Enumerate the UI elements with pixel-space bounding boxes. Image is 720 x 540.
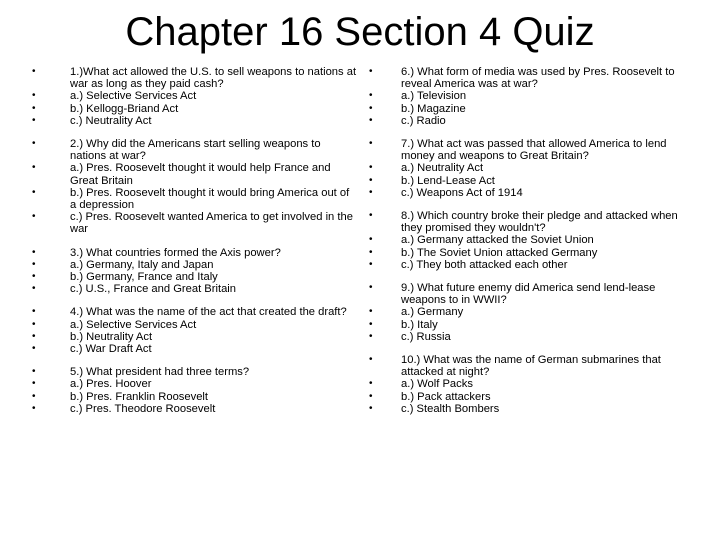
question-text: • 2.) Why did the Americans start selling weapons to nations at war? [32, 138, 321, 163]
answer-option: • a.) Selective Services Act [32, 318, 197, 331]
answer-option: • b.) Pack attackers [369, 390, 491, 403]
answer-option: • b.) Neutrality Act [32, 330, 153, 343]
bullet-icon: • [369, 186, 373, 198]
bullet-icon: • [32, 102, 36, 114]
bullet-icon: • [369, 318, 373, 330]
question-10 [363, 354, 693, 415]
answer-option: • b.) Germany, France and Italy [32, 271, 218, 284]
page-title: Chapter 16 Section 4 Quiz [125, 10, 595, 54]
bullet-icon: • [32, 378, 36, 390]
left-question-column [28, 66, 358, 426]
bullet-icon: • [32, 246, 36, 258]
bullet-icon: • [32, 318, 36, 330]
answer-option: • b.) Kellogg-Briand Act [32, 102, 179, 115]
question-5 [28, 366, 358, 415]
answer-option: • b.) Italy [369, 318, 438, 331]
right-question-column [363, 66, 693, 426]
question-text: • 7.) What act was passed that allowed America to lend money and weapons to Great Britain? [369, 138, 667, 163]
answer-option: • c.) Neutrality Act [32, 114, 152, 127]
answer-option: • b.) Lend-Lease Act [369, 174, 495, 187]
bullet-icon: • [32, 271, 36, 283]
question-text: • 8.) Which country broke their pledge and attacked when they promised they wouldn't? [369, 210, 678, 235]
bullet-icon: • [32, 390, 36, 402]
question-2 [28, 138, 358, 236]
answer-option: • a.) Neutrality Act [369, 162, 484, 175]
answer-option: • a.) Germany attacked the Soviet Union [369, 234, 594, 247]
answer-option: • a.) Television [369, 90, 467, 103]
question-text: • 3.) What countries formed the Axis power? [32, 246, 281, 259]
answer-option: • a.) Pres. Roosevelt thought it would help France and Great Britain [32, 162, 331, 187]
bullet-icon: • [369, 306, 373, 318]
bullet-icon: • [369, 246, 373, 258]
bullet-icon: • [32, 330, 36, 342]
bullet-icon: • [32, 114, 36, 126]
bullet-icon: • [32, 258, 36, 270]
question-6 [363, 66, 693, 127]
bullet-icon: • [32, 66, 36, 77]
bullet-icon: • [369, 90, 373, 102]
bullet-icon: • [369, 66, 373, 77]
bullet-icon: • [32, 366, 36, 378]
answer-option: • c.) They both attacked each other [369, 258, 568, 271]
bullet-icon: • [369, 114, 373, 126]
bullet-icon: • [369, 282, 373, 294]
question-9 [363, 282, 693, 343]
bullet-icon: • [32, 402, 36, 414]
question-text: • 5.) What president had three terms? [32, 366, 250, 379]
bullet-icon: • [369, 378, 373, 390]
answer-option: • a.) Pres. Hoover [32, 378, 152, 391]
answer-option: • c.) U.S., France and Great Britain [32, 283, 237, 296]
bullet-icon: • [369, 402, 373, 414]
answer-option: • a.) Wolf Packs [369, 378, 473, 391]
bullet-icon: • [369, 354, 373, 366]
bullet-icon: • [32, 211, 36, 223]
answer-option: • a.) Germany, Italy and Japan [32, 258, 214, 271]
bullet-icon: • [32, 162, 36, 174]
bullet-icon: • [32, 186, 36, 198]
answer-option: • c.) Russia [369, 330, 451, 343]
bullet-icon: • [369, 138, 373, 150]
answer-option: • c.) Weapons Act of 1914 [369, 186, 523, 199]
bullet-icon: • [369, 162, 373, 174]
bullet-icon: • [32, 343, 36, 355]
bullet-icon: • [32, 306, 36, 318]
answer-option: • b.) The Soviet Union attacked Germany [369, 246, 598, 259]
answer-option: • b.) Pres. Franklin Roosevelt [32, 390, 209, 403]
answer-option: • a.) Germany [369, 306, 464, 319]
answer-option: • c.) Radio [369, 114, 446, 127]
question-1 [28, 66, 358, 127]
question-text: • 4.) What was the name of the act that created the draft? [32, 306, 347, 319]
bullet-icon: • [369, 390, 373, 402]
bullet-icon: • [369, 258, 373, 270]
question-8 [363, 210, 693, 271]
question-7 [363, 138, 693, 199]
question-4 [28, 306, 358, 355]
answer-option: • c.) Pres. Roosevelt wanted America to get involved in the war [32, 211, 353, 236]
bullet-icon: • [369, 174, 373, 186]
bullet-icon: • [32, 283, 36, 295]
answer-option: • b.) Pres. Roosevelt thought it would bring America out of a depression [32, 186, 350, 212]
answer-option: • c.) Stealth Bombers [369, 402, 500, 415]
bullet-icon: • [369, 234, 373, 246]
bullet-icon: • [369, 102, 373, 114]
bullet-icon: • [369, 330, 373, 342]
question-3 [28, 247, 358, 296]
answer-option: • c.) War Draft Act [32, 343, 152, 356]
answer-option: • a.) Selective Services Act [32, 90, 197, 103]
bullet-icon: • [369, 210, 373, 222]
answer-option: • c.) Pres. Theodore Roosevelt [32, 402, 216, 415]
bullet-icon: • [32, 90, 36, 102]
question-text: • 9.) What future enemy did America send lend-lease weapons to in WWII? [369, 282, 656, 307]
question-text: • 10.) What was the name of German submarines that attacked at night? [369, 354, 661, 379]
bullet-icon: • [32, 138, 36, 150]
answer-option: • b.) Magazine [369, 102, 466, 115]
question-text: • 6.) What form of media was used by Pres. Roosevelt to reveal America was at war? [369, 66, 675, 91]
question-text: • 1.)What act allowed the U.S. to sell weapons to nations at war as long as they paid cash? [32, 66, 357, 91]
